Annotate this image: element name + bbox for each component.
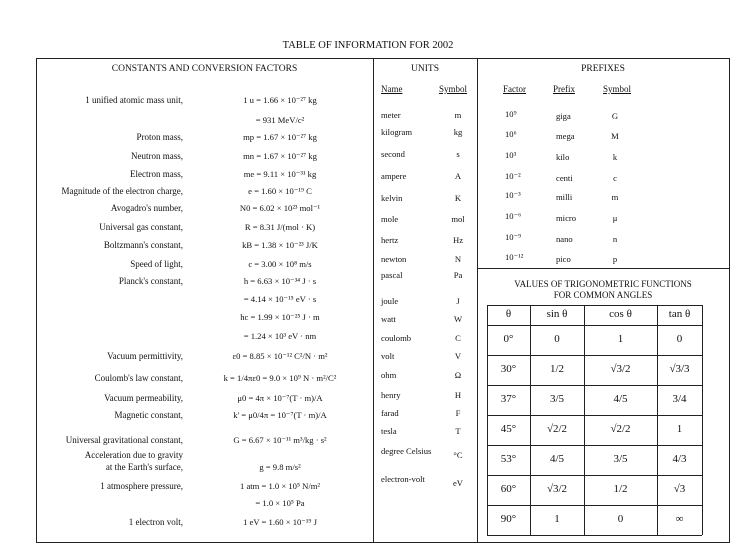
constant-value: = 4.14 × 10⁻¹⁵ eV · s: [243, 294, 317, 304]
trig-grid-line: [487, 445, 702, 446]
constant-value: μ0 = 4π × 10⁻⁷(T · m)/A: [237, 393, 323, 403]
constant-label: Planck's constant,: [118, 276, 183, 286]
constant-value: kB = 1.38 × 10⁻²³ J/K: [242, 240, 318, 250]
constant-value: = 931 MeV/c²: [255, 115, 305, 125]
prefix-symbol: p: [612, 254, 618, 264]
unit-symbol: T: [455, 426, 461, 436]
unit-name: second: [381, 149, 405, 159]
divider-constants-units: [373, 58, 374, 542]
trig-cell: 0°: [503, 333, 514, 345]
trig-cell: 3/5: [549, 393, 565, 405]
prefixes-header: PREFIXES: [581, 64, 625, 74]
prefix-factor: 10⁻¹²: [505, 252, 524, 262]
unit-symbol: F: [455, 408, 461, 418]
trig-header-line1: VALUES OF TRIGONOMETRIC FUNCTIONS: [514, 279, 692, 289]
constant-value: c = 3.00 × 10⁸ m/s: [248, 259, 312, 269]
prefix-symbol: k: [612, 152, 618, 162]
prefixes-col-symbol: Symbol: [603, 84, 632, 94]
unit-name: pascal: [381, 270, 403, 280]
constant-value: k = 1/4πε0 = 9.0 × 10⁹ N · m²/C²: [223, 373, 337, 383]
prefix-name: milli: [556, 192, 573, 202]
unit-symbol: W: [453, 314, 463, 324]
units-col-symbol: Symbol: [439, 84, 468, 94]
trig-cell: 30°: [500, 363, 517, 375]
prefix-factor: 10⁻²: [505, 171, 521, 181]
prefix-factor: 10⁻⁶: [505, 211, 522, 221]
trig-grid-line: [487, 415, 702, 416]
constant-value: 1 atm = 1.0 × 10⁵ N/m²: [240, 481, 320, 491]
unit-symbol: Pa: [453, 270, 463, 280]
unit-name: joule: [381, 296, 399, 306]
constant-value: e = 1.60 × 10⁻¹⁹ C: [248, 186, 312, 196]
constants-header: CONSTANTS AND CONVERSION FACTORS: [111, 64, 298, 74]
constant-label: Neutron mass,: [131, 151, 183, 161]
trig-grid-line: [487, 535, 702, 536]
trig-cell: 4/3: [672, 453, 687, 465]
trig-cell: 37°: [500, 393, 517, 405]
trig-cell: √3/2: [546, 483, 568, 495]
trig-cell: 3/5: [613, 453, 628, 465]
unit-symbol: J: [456, 296, 460, 306]
trig-cell: 0: [617, 513, 624, 525]
constant-label: Boltzmann's constant,: [103, 240, 183, 250]
unit-name: farad: [381, 408, 399, 418]
constant-label: Electron mass,: [130, 169, 183, 179]
constant-label: Magnetic constant,: [114, 410, 183, 420]
unit-symbol: V: [454, 351, 462, 361]
constant-value: ε0 = 8.85 × 10⁻¹² C²/N · m²: [232, 351, 328, 361]
constant-value: me = 9.11 × 10⁻³¹ kg: [243, 169, 317, 179]
trig-grid-line: [487, 475, 702, 476]
trig-cell: 53°: [500, 453, 517, 465]
prefix-factor: 10⁻⁹: [505, 232, 522, 242]
unit-name: meter: [381, 110, 401, 120]
trig-cell: 1/2: [549, 363, 565, 375]
trig-cell: √2/2: [546, 423, 568, 435]
constant-label: Magnitude of the electron charge,: [61, 186, 183, 196]
prefix-name: micro: [556, 213, 577, 223]
trig-col-header: θ: [505, 308, 512, 320]
prefix-name: nano: [556, 234, 573, 244]
unit-symbol: kg: [453, 127, 463, 137]
unit-name: watt: [381, 314, 396, 324]
trig-grid-line: [702, 305, 703, 535]
constant-value: R = 8.31 J/(mol · K): [244, 222, 316, 232]
unit-symbol: K: [454, 193, 462, 203]
constant-label: Proton mass,: [136, 132, 183, 142]
trig-cell: 45°: [500, 423, 517, 435]
unit-name: newton: [381, 254, 407, 264]
constant-label: Acceleration due to gravity: [84, 450, 183, 460]
unit-name: ohm: [381, 370, 397, 380]
trig-cell: √3: [673, 483, 686, 495]
trig-cell: 4/5: [613, 393, 628, 405]
prefix-symbol: n: [612, 234, 618, 244]
trig-cell: 3/4: [672, 393, 687, 405]
constant-value: 1 eV = 1.60 × 10⁻¹⁹ J: [243, 517, 317, 527]
prefix-factor: 10⁻³: [505, 190, 521, 200]
constant-label: Avogadro's number,: [110, 203, 183, 213]
trig-col-header: cos θ: [609, 308, 632, 320]
trig-cell: √3/2: [610, 363, 631, 375]
constant-label: 1 atmosphere pressure,: [100, 481, 183, 491]
constant-value: 1 u = 1.66 × 10⁻²⁷ kg: [243, 95, 317, 105]
page-title: TABLE OF INFORMATION FOR 2002: [282, 40, 454, 51]
unit-symbol: Ω: [454, 370, 462, 380]
constant-label: Universal gas constant,: [99, 222, 183, 232]
unit-symbol: N: [454, 254, 462, 264]
units-col-name: Name: [381, 84, 403, 94]
constant-value: k' = μ0/4π = 10⁻⁷(T · m)/A: [233, 410, 327, 420]
prefix-symbol: M: [611, 131, 619, 141]
constant-value: mn = 1.67 × 10⁻²⁷ kg: [243, 151, 317, 161]
trig-cell: 1/2: [613, 483, 628, 495]
constant-value: = 1.24 × 10³ eV · nm: [243, 331, 317, 341]
unit-name: coulomb: [381, 333, 412, 343]
unit-name: hertz: [381, 235, 399, 245]
trig-cell: 90°: [500, 513, 517, 525]
trig-header-line2: FOR COMMON ANGLES: [553, 290, 653, 300]
trig-grid-line: [487, 385, 702, 386]
unit-symbol: m: [454, 110, 462, 120]
trig-grid-line: [487, 505, 702, 506]
constant-value: mp = 1.67 × 10⁻²⁷ kg: [243, 132, 317, 142]
unit-symbol: Hz: [452, 235, 464, 245]
constant-value: = 1.0 × 10⁵ Pa: [255, 498, 305, 508]
constant-label: Speed of light,: [130, 259, 183, 269]
prefix-symbol: G: [611, 111, 619, 121]
trig-grid-line: [487, 325, 702, 326]
divider-prefixes-trig: [477, 268, 729, 269]
units-header: UNITS: [411, 64, 439, 74]
prefixes-col-factor: Factor: [503, 84, 526, 94]
unit-symbol: eV: [452, 478, 464, 488]
unit-name: tesla: [381, 426, 397, 436]
unit-symbol: °C: [453, 450, 463, 460]
constant-label: Universal gravitational constant,: [65, 435, 183, 445]
constant-label: at the Earth's surface,: [105, 462, 183, 472]
trig-grid-line: [487, 355, 702, 356]
prefix-name: pico: [556, 254, 571, 264]
unit-name: ampere: [381, 171, 407, 181]
prefix-name: mega: [556, 131, 575, 141]
trig-col-header: tan θ: [668, 308, 691, 320]
prefix-name: kilo: [556, 152, 570, 162]
trig-cell: √2/2: [610, 423, 631, 435]
constant-label: Coulomb's law constant,: [94, 373, 183, 383]
prefix-name: giga: [556, 111, 571, 121]
unit-name: degree Celsius: [381, 446, 432, 456]
constant-value: h = 6.63 × 10⁻³⁴ J · s: [243, 276, 317, 286]
prefix-symbol: μ: [612, 213, 618, 223]
unit-symbol: H: [454, 390, 462, 400]
unit-name: kilogram: [381, 127, 413, 137]
unit-name: henry: [381, 390, 401, 400]
trig-cell: 0: [676, 333, 683, 345]
constant-value: g = 9.8 m/s²: [259, 462, 301, 472]
trig-grid-line: [487, 305, 702, 306]
constant-value: N0 = 6.02 × 10²³ mol⁻¹: [239, 203, 321, 213]
trig-cell: √3/3: [669, 363, 690, 375]
trig-cell: 4/5: [549, 453, 565, 465]
unit-name: volt: [381, 351, 395, 361]
trig-cell: ∞: [675, 513, 684, 525]
constant-value: G = 6.67 × 10⁻¹¹ m³/kg · s²: [233, 435, 327, 445]
trig-col-header: sin θ: [546, 308, 568, 320]
prefixes-col-prefix: Prefix: [553, 84, 575, 94]
unit-symbol: C: [455, 333, 461, 343]
unit-symbol: s: [456, 149, 460, 159]
trig-cell: 1: [676, 423, 683, 435]
constant-label: Vacuum permeability,: [104, 393, 183, 403]
prefix-symbol: c: [613, 173, 617, 183]
unit-name: mole: [381, 214, 399, 224]
constant-label: Vacuum permittivity,: [107, 351, 183, 361]
constant-label: 1 unified atomic mass unit,: [85, 95, 183, 105]
prefix-name: centi: [556, 173, 573, 183]
unit-name: electron-volt: [381, 474, 425, 484]
prefix-symbol: m: [611, 192, 619, 202]
unit-name: kelvin: [381, 193, 403, 203]
constant-label: 1 electron volt,: [128, 517, 183, 527]
trig-cell: 1: [554, 513, 560, 525]
unit-symbol: A: [454, 171, 462, 181]
trig-cell: 0: [554, 333, 560, 345]
constant-value: hc = 1.99 × 10⁻²⁵ J · m: [240, 312, 320, 322]
prefix-factor: 10⁶: [505, 129, 517, 139]
unit-symbol: mol: [451, 214, 465, 224]
prefix-factor: 10⁹: [505, 109, 517, 119]
trig-cell: 1: [617, 333, 624, 345]
prefix-factor: 10³: [505, 150, 517, 160]
trig-cell: 60°: [500, 483, 517, 495]
